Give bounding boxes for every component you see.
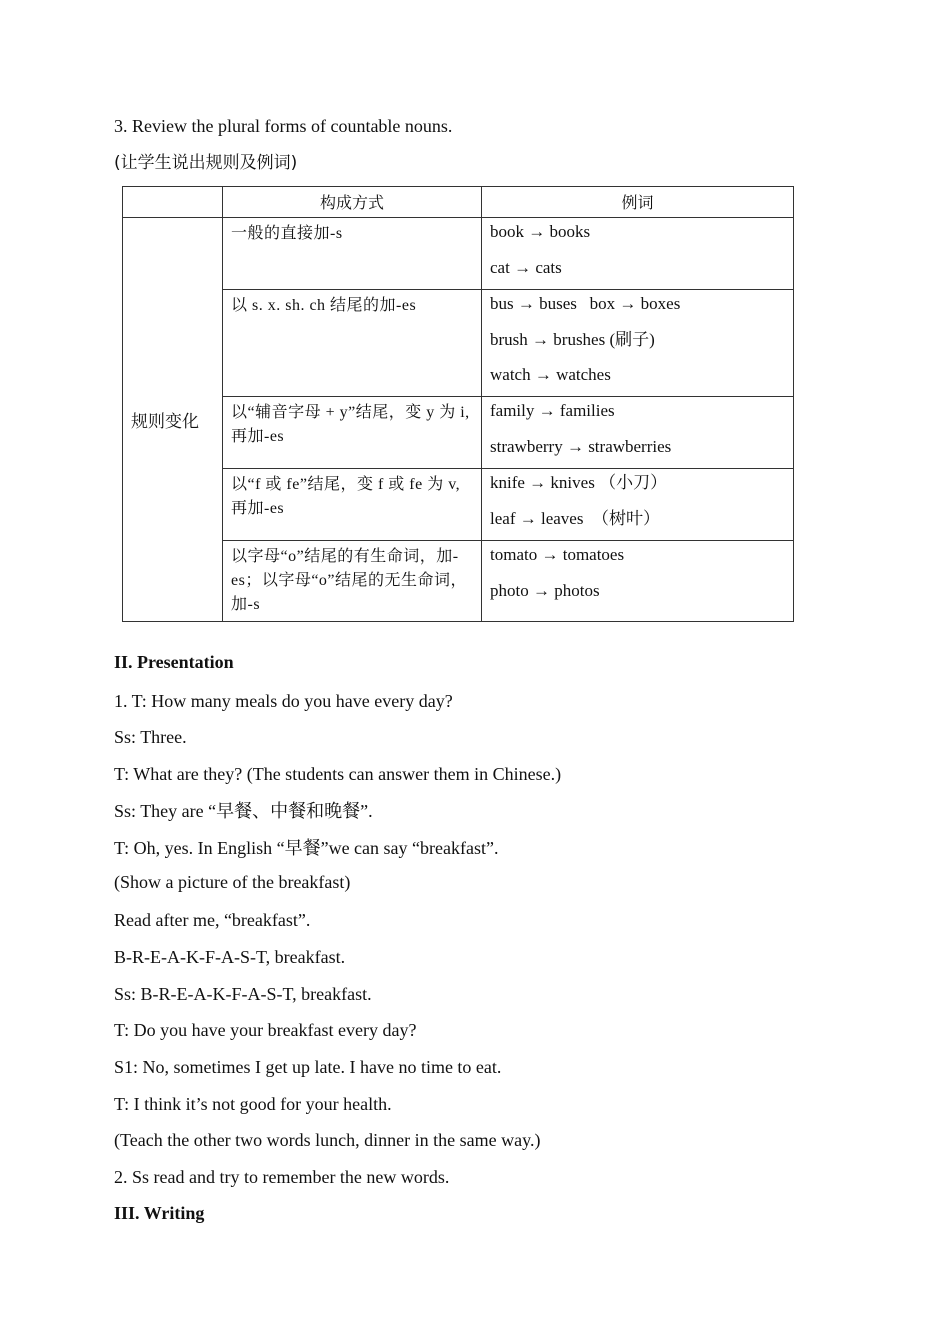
example-line: photo → photos (490, 581, 600, 600)
presentation-line: B-R-E-A-K-F-A-S-T, breakfast. (114, 947, 346, 967)
examples-cell (482, 290, 794, 397)
example-line: brush → brushes (刷子) (490, 330, 655, 349)
examples-cell (482, 218, 794, 290)
method-cell: 以“辅音字母 + y”结尾，变 y 为 i, 再加-es (223, 397, 482, 469)
review-heading: 3. Review the plural forms of countable nouns. (114, 116, 453, 136)
category-cell: 规则变化 (123, 218, 223, 622)
example-line: watch → watches (490, 365, 611, 384)
example-line: cat → cats (490, 258, 562, 277)
header-method-cell: 构成方式 (223, 187, 482, 218)
review-instruction: (让学生说出规则及例词) (114, 153, 298, 173)
presentation-line: Ss: B-R-E-A-K-F-A-S-T, breakfast. (114, 984, 372, 1004)
example-line: bus → buses box → boxes (490, 294, 681, 313)
plural-rules-table (122, 186, 794, 622)
method-cell: 以字母“o”结尾的有生命词，加-es；以字母“o”结尾的无生命词，加-s (223, 541, 482, 622)
presentation-line: Ss: They are “早餐、中餐和晚餐”. (114, 801, 373, 821)
method-cell: 以 s. x. sh. ch 结尾的加-es (223, 290, 482, 397)
example-line: family → families (490, 401, 615, 420)
presentation-line: Ss: Three. (114, 727, 187, 747)
presentation-line: S1: No, sometimes I get up late. I have no time to eat. (114, 1057, 502, 1077)
header-examples-cell: 例词 (482, 187, 794, 218)
table-row (123, 290, 794, 397)
method-cell: 一般的直接加-s (223, 218, 482, 290)
presentation-line: (Teach the other two words lunch, dinner in the same way.) (114, 1130, 541, 1150)
presentation-line: 2. Ss read and try to remember the new words. (114, 1167, 450, 1187)
presentation-heading: II. Presentation (114, 652, 234, 672)
example-line: tomato → tomatoes (490, 545, 625, 564)
method-cell: 以“f 或 fe”结尾，变 f 或 fe 为 v, 再加-es (223, 469, 482, 541)
examples-cell (482, 469, 794, 541)
table-row (123, 541, 794, 622)
presentation-line: T: Oh, yes. In English “早餐”we can say “breakfast”. (114, 838, 499, 858)
table-row (123, 218, 794, 290)
presentation-line: Read after me, “breakfast”. (114, 910, 311, 930)
presentation-line: T: What are they? (The students can answer them in Chinese.) (114, 764, 562, 784)
presentation-line: 1. T: How many meals do you have every day? (114, 691, 453, 711)
examples-cell (482, 397, 794, 469)
header-blank-cell (123, 187, 223, 218)
presentation-line: T: Do you have your breakfast every day? (114, 1020, 417, 1040)
example-line: book → books (490, 222, 591, 241)
writing-heading: III. Writing (114, 1203, 205, 1223)
table-header-row (123, 187, 794, 218)
table-row (123, 469, 794, 541)
table-row (123, 397, 794, 469)
example-line: strawberry → strawberries (490, 437, 672, 456)
presentation-line: T: I think it’s not good for your health. (114, 1094, 392, 1114)
presentation-line: (Show a picture of the breakfast) (114, 872, 351, 892)
examples-cell (482, 541, 794, 622)
example-line: leaf → leaves （树叶） (490, 509, 660, 528)
example-line: knife → knives （小刀） (490, 473, 668, 492)
